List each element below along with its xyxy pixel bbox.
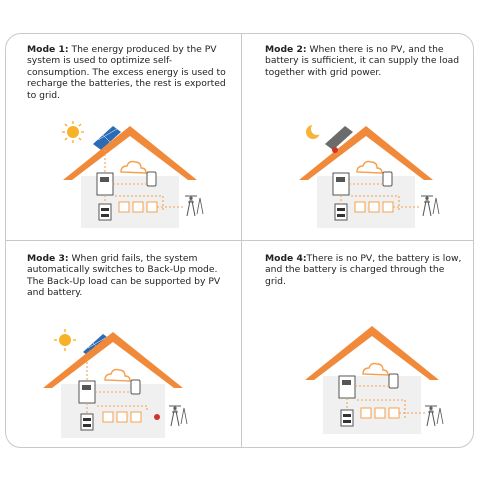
house-wall — [323, 376, 421, 434]
inverter-icon — [333, 173, 349, 195]
mode-1-label: Mode 1: — [27, 44, 69, 55]
appliance-icons — [361, 408, 399, 418]
mode-1-caption — [27, 44, 227, 101]
moon-icon — [306, 123, 323, 139]
mode-2-label: Mode 2: — [265, 44, 307, 55]
mode-2-panel — [241, 33, 475, 240]
grid-off-indicator — [154, 414, 160, 420]
pv-off-indicator — [332, 147, 338, 153]
mode-4-house-diagram — [299, 324, 449, 439]
mode-1-text: The energy produced by the PV system is used to optimize self-consumption. The excess energy is used to recharge the batteries, the rest is exported to grid. — [27, 44, 226, 101]
inverter-icon — [339, 376, 355, 398]
mode-3-caption — [27, 253, 232, 299]
roof-icon — [305, 326, 439, 380]
mode-2-text: When there is no PV, and the battery is sufficient, it can supply the load together with grid power. — [265, 44, 460, 78]
phone-icon — [131, 380, 140, 394]
mode-2-house-diagram — [299, 118, 449, 228]
sun-icon — [54, 329, 76, 351]
appliance-icons — [103, 412, 141, 422]
mode-1-panel — [5, 33, 239, 240]
cloud-icon — [121, 162, 146, 174]
mode-4-panel — [241, 240, 475, 447]
battery-icon — [335, 204, 347, 220]
battery-icon — [99, 204, 111, 220]
mode-3-panel — [5, 240, 239, 447]
mode-3-house-diagram — [43, 326, 203, 441]
mode-4-label: Mode 4: — [265, 253, 307, 264]
appliance-icons — [119, 202, 157, 212]
phone-icon — [383, 172, 392, 186]
grid-tower-icon — [185, 196, 203, 216]
battery-icon — [341, 410, 353, 426]
appliance-icons — [355, 202, 393, 212]
mode-4-text: There is no PV, the battery is low, and the battery is charged through the grid. — [265, 253, 462, 287]
mode-2-caption — [265, 44, 465, 78]
cloud-icon — [363, 364, 388, 376]
grid-tower-icon — [425, 406, 443, 426]
phone-icon — [389, 374, 398, 388]
battery-icon — [81, 414, 93, 430]
mode-3-label: Mode 3: — [27, 253, 69, 264]
grid-tower-icon — [421, 196, 439, 216]
grid-tower-icon — [169, 406, 187, 426]
mode-1-house-diagram — [55, 118, 205, 228]
cloud-icon — [357, 162, 382, 174]
phone-icon — [147, 172, 156, 186]
sun-icon — [62, 121, 84, 143]
cloud-icon — [105, 370, 130, 382]
mode-3-text: When grid fails, the system automatically switches to Back-Up mode. The Back-Up load can be supported by PV and battery. — [27, 253, 221, 299]
inverter-icon — [97, 173, 113, 195]
mode-4-caption — [265, 253, 465, 287]
inverter-icon — [79, 381, 95, 403]
